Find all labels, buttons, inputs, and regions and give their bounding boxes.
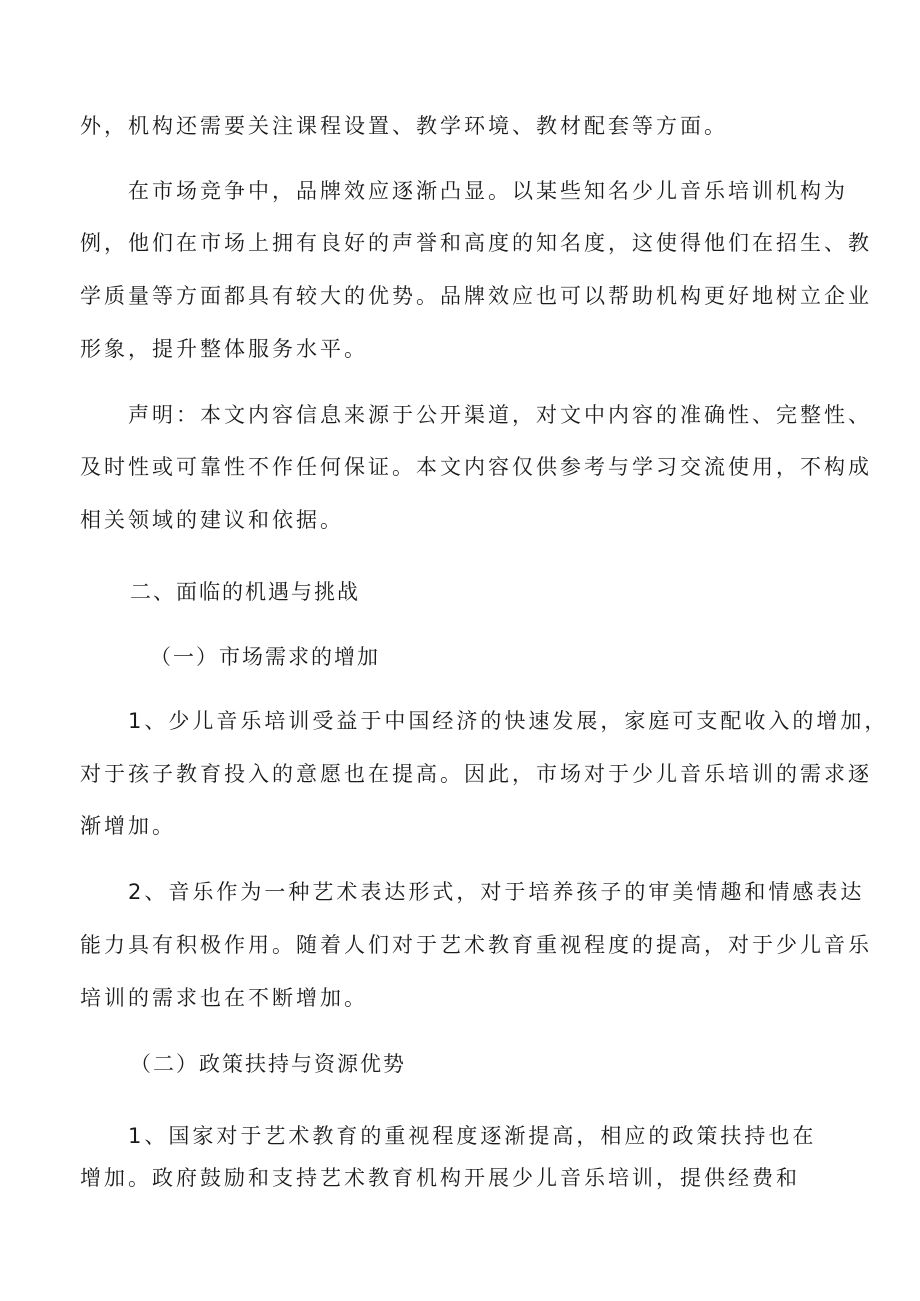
list-item-line: 能力具有积极作用。随着人们对于艺术教育重视程度的提高，对于少儿音乐	[80, 933, 872, 957]
disclaimer-line: 相关领域的建议和依据。	[80, 508, 344, 532]
section-heading: 二、面临的机遇与挑战	[130, 580, 360, 604]
list-item-line: 1、国家对于艺术教育的重视程度逐渐提高，相应的政策扶持也在	[128, 1124, 817, 1148]
list-item-line: 1、少儿音乐培训受益于中国经济的快速发展，家庭可支配收入的增加，	[128, 709, 889, 733]
list-item-line: 渐增加。	[80, 814, 176, 838]
list-item-line: 培训的需求也在不断增加。	[80, 986, 368, 1010]
list-item-line: 2、音乐作为一种艺术表达形式，对于培养孩子的审美情趣和情感表达	[128, 880, 865, 904]
paragraph-line: 例，他们在市场上拥有良好的声誉和高度的知名度，这使得他们在招生、教	[80, 231, 872, 255]
disclaimer-line: 声明：本文内容信息来源于公开渠道，对文中内容的准确性、完整性、	[128, 403, 872, 427]
paragraph-line: 形象，提升整体服务水平。	[80, 337, 368, 361]
disclaimer-line: 及时性或可靠性不作任何保证。本文内容仅供参考与学习交流使用，不构成	[80, 455, 872, 479]
list-item-line: 对于孩子教育投入的意愿也在提高。因此，市场对于少儿音乐培训的需求逐	[80, 762, 872, 786]
subsection-heading: （一）市场需求的增加	[150, 645, 380, 669]
subsection-heading: （二）政策扶持与资源优势	[130, 1052, 406, 1076]
list-item-line: 增加。政府鼓励和支持艺术教育机构开展少儿音乐培训，提供经费和	[80, 1166, 800, 1190]
paragraph-line: 在市场竞争中，品牌效应逐渐凸显。以某些知名少儿音乐培训机构为	[128, 179, 848, 203]
paragraph-line: 学质量等方面都具有较大的优势。品牌效应也可以帮助机构更好地树立企业	[80, 284, 872, 308]
paragraph-line: 外，机构还需要关注课程设置、教学环境、教材配套等方面。	[80, 114, 728, 138]
